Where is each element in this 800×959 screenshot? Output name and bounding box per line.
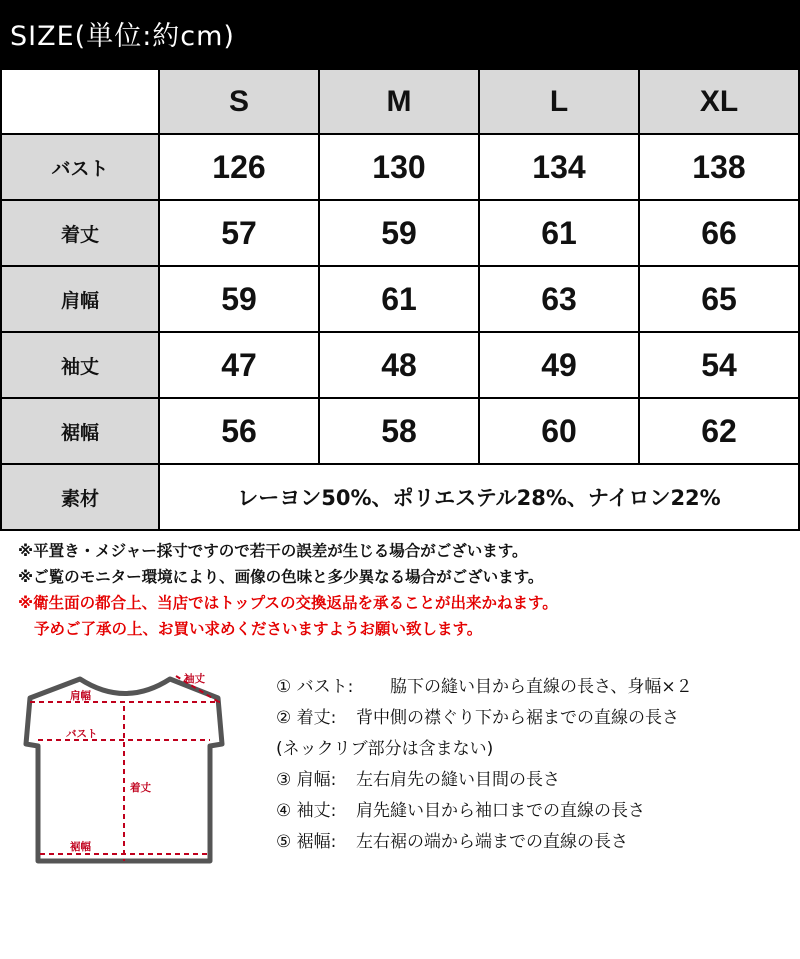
label-sleeve: 袖丈: [184, 673, 205, 685]
legend-item-shoulder: [276, 765, 693, 796]
table-cell: 65: [639, 266, 799, 332]
size-header-m: M: [319, 69, 479, 134]
legend-desc: 肩先縫い目から袖口までの直線の長さ: [356, 801, 645, 821]
table-cell: 59: [319, 200, 479, 266]
measurement-legend: [276, 672, 693, 858]
table-cell: 58: [319, 398, 479, 464]
table-cell: 56: [159, 398, 319, 464]
table-row: [1, 398, 799, 464]
legend-desc: 背中側の襟ぐり下から裾までの直線の長さ: [356, 708, 679, 728]
legend-term: ⑤ 裾幅:: [276, 832, 337, 852]
page-title: SIZE(単位:約cm): [10, 21, 235, 52]
warning-line: ※衛生面の都合上、当店ではトップスの交換返品を承ることが出来かねます。: [18, 594, 558, 612]
size-header-row: [1, 69, 799, 134]
legend-item-length: [276, 703, 693, 734]
table-cell: 138: [639, 134, 799, 200]
table-cell: 61: [319, 266, 479, 332]
legend-desc: 左右肩先の縫い目間の長さ: [356, 770, 560, 790]
legend-desc: (ネックリブ部分は含まない): [276, 739, 494, 759]
legend-desc: 脇下の縫い目から直線の長さ、身幅×２: [390, 677, 693, 697]
table-corner: [1, 69, 159, 134]
row-label-hem: 裾幅: [1, 398, 159, 464]
legend-item-hem: [276, 827, 693, 858]
label-length: 着丈: [130, 782, 151, 794]
size-table: [0, 68, 800, 531]
row-label-shoulder: 肩幅: [1, 266, 159, 332]
title-bar: [0, 0, 800, 68]
table-row: [1, 266, 799, 332]
row-label-bust: バスト: [1, 134, 159, 200]
label-hem: 裾幅: [70, 841, 91, 853]
notes: [18, 538, 558, 642]
table-cell: 130: [319, 134, 479, 200]
note-line: ※平置き・メジャー採寸ですので若干の誤差が生じる場合がございます。: [18, 542, 528, 560]
table-cell: 49: [479, 332, 639, 398]
table-cell: 63: [479, 266, 639, 332]
table-cell: 61: [479, 200, 639, 266]
warning-line: 予めご了承の上、お買い求めくださいますようお願い致します。: [34, 620, 483, 638]
table-row: [1, 332, 799, 398]
table-cell: 60: [479, 398, 639, 464]
row-label-sleeve: 袖丈: [1, 332, 159, 398]
tshirt-diagram: [20, 664, 230, 869]
table-row: [1, 200, 799, 266]
table-cell: 59: [159, 266, 319, 332]
legend-term: ② 着丈:: [276, 708, 337, 728]
label-shoulder: 肩幅: [70, 690, 91, 702]
table-cell: 48: [319, 332, 479, 398]
legend-item-sleeve: [276, 796, 693, 827]
size-header-l: L: [479, 69, 639, 134]
legend-term: ③ 肩幅:: [276, 770, 337, 790]
legend-item-length-note: [276, 734, 693, 765]
table-cell: 54: [639, 332, 799, 398]
note-line: ※ご覧のモニター環境により、画像の色味と多少異なる場合がございます。: [18, 568, 544, 586]
table-cell: 47: [159, 332, 319, 398]
material-row: [1, 464, 799, 530]
label-bust: バスト: [66, 728, 98, 740]
table-cell: 126: [159, 134, 319, 200]
legend-term: ④ 袖丈:: [276, 801, 337, 821]
table-row: [1, 134, 799, 200]
table-cell: 57: [159, 200, 319, 266]
table-cell: 62: [639, 398, 799, 464]
row-label-material: 素材: [1, 464, 159, 530]
legend-desc: 左右裾の端から端までの直線の長さ: [356, 832, 628, 852]
material-value: レーヨン50%、ポリエステル28%、ナイロン22%: [159, 464, 799, 530]
row-label-length: 着丈: [1, 200, 159, 266]
legend-term: ① バスト:: [276, 677, 354, 697]
size-header-s: S: [159, 69, 319, 134]
table-cell: 66: [639, 200, 799, 266]
legend-item-bust: [276, 672, 693, 703]
table-cell: 134: [479, 134, 639, 200]
size-header-xl: XL: [639, 69, 799, 134]
